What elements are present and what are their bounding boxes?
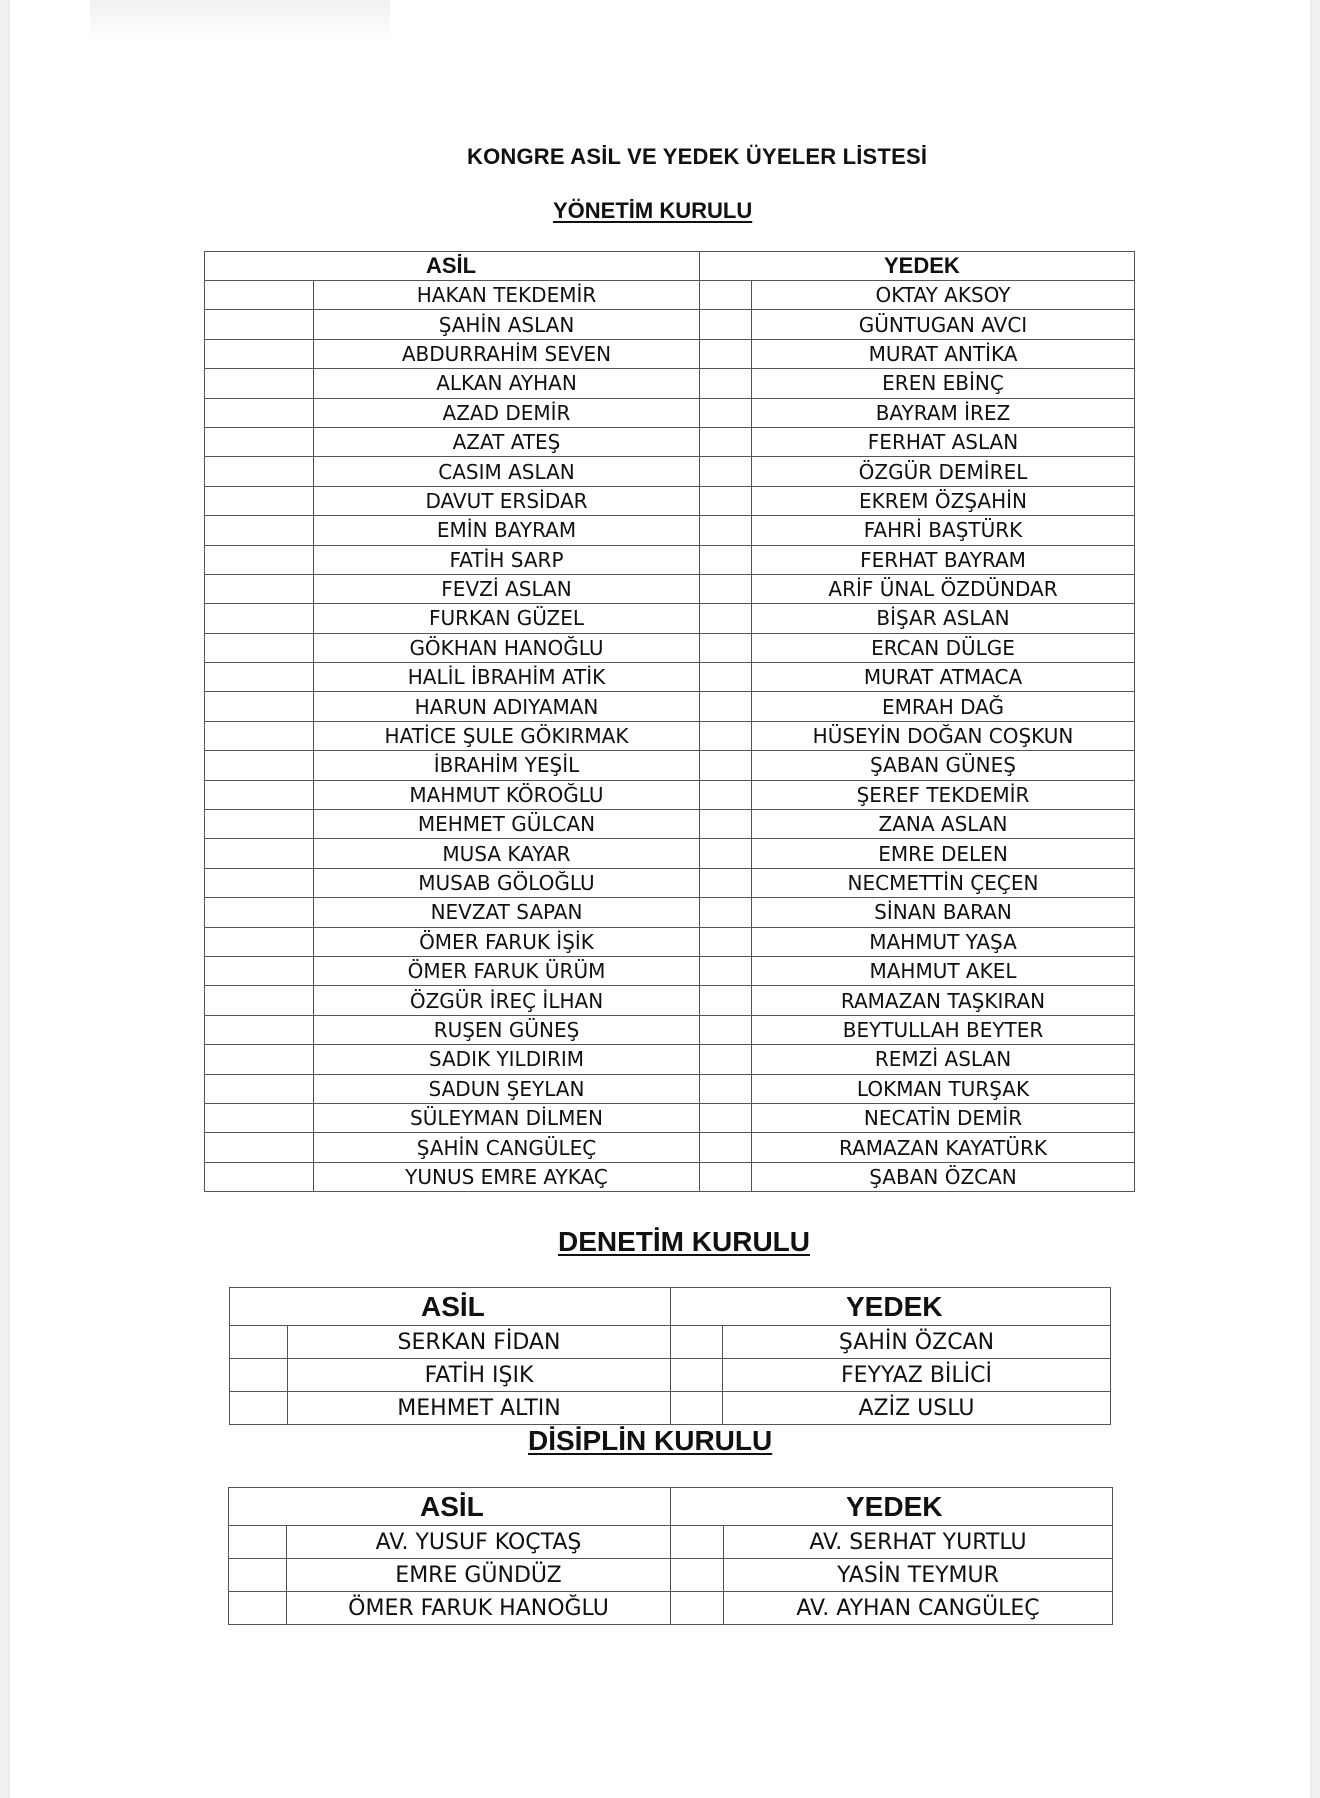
- asil-number-cell: [229, 1526, 287, 1559]
- asil-member-name: EMRE GÜNDÜZ: [287, 1559, 671, 1592]
- disiplin-kurulu-heading: DİSİPLİN KURULU: [528, 1425, 773, 1456]
- table-row: [205, 457, 1135, 486]
- yedek-member-name: SİNAN BARAN: [752, 898, 1135, 927]
- yedek-number-cell: [700, 810, 752, 839]
- asil-number-cell: [205, 339, 314, 368]
- yedek-member-name: NECMETTİN ÇEÇEN: [752, 868, 1135, 897]
- denetim-kurulu-table-body: [230, 1288, 1111, 1425]
- asil-member-name: RUŞEN GÜNEŞ: [314, 1015, 700, 1044]
- asil-member-name: AZAT ATEŞ: [314, 427, 700, 456]
- table-row: [205, 339, 1135, 368]
- yedek-member-name: ARİF ÜNAL ÖZDÜNDAR: [752, 574, 1135, 603]
- table-header-row: [205, 252, 1135, 281]
- asil-number-cell: [205, 1045, 314, 1074]
- yedek-number-cell: [671, 1359, 723, 1392]
- asil-member-name: İBRAHİM YEŞİL: [314, 751, 700, 780]
- asil-number-cell: [205, 810, 314, 839]
- table-row: [205, 810, 1135, 839]
- yedek-member-name: REMZİ ASLAN: [752, 1045, 1135, 1074]
- yedek-member-name: ŞAHİN ÖZCAN: [723, 1326, 1111, 1359]
- yedek-member-name: MAHMUT YAŞA: [752, 927, 1135, 956]
- table-row: [230, 1359, 1111, 1392]
- asil-number-cell: [205, 721, 314, 750]
- table-row: [205, 986, 1135, 1015]
- yedek-number-cell: [700, 839, 752, 868]
- yedek-number-cell: [700, 1015, 752, 1044]
- yedek-number-cell: [700, 339, 752, 368]
- yedek-member-name: FERHAT ASLAN: [752, 427, 1135, 456]
- asil-member-name: ŞAHİN CANGÜLEÇ: [314, 1133, 700, 1162]
- document-page: [10, 0, 1310, 1798]
- table-row: [230, 1326, 1111, 1359]
- yedek-number-cell: [700, 1162, 752, 1191]
- yedek-member-name: AZİZ USLU: [723, 1392, 1111, 1425]
- table-row: [205, 486, 1135, 515]
- yedek-member-name: ERCAN DÜLGE: [752, 633, 1135, 662]
- asil-number-cell: [205, 545, 314, 574]
- asil-number-cell: [205, 1074, 314, 1103]
- table-header-row: [230, 1288, 1111, 1326]
- asil-number-cell: [205, 692, 314, 721]
- table-row: [205, 956, 1135, 985]
- yedek-column-header: YEDEK: [700, 252, 1135, 281]
- yedek-number-cell: [700, 457, 752, 486]
- denetim-kurulu-table: [229, 1287, 1111, 1425]
- asil-member-name: NEVZAT SAPAN: [314, 898, 700, 927]
- yedek-member-name: AV. SERHAT YURTLU: [724, 1526, 1113, 1559]
- yedek-number-cell: [700, 633, 752, 662]
- yedek-member-name: HÜSEYİN DOĞAN COŞKUN: [752, 721, 1135, 750]
- asil-member-name: HAKAN TEKDEMİR: [314, 281, 700, 310]
- table-row: [205, 927, 1135, 956]
- asil-number-cell: [230, 1392, 288, 1425]
- asil-number-cell: [205, 780, 314, 809]
- asil-member-name: MUSA KAYAR: [314, 839, 700, 868]
- table-row: [205, 398, 1135, 427]
- yedek-number-cell: [700, 310, 752, 339]
- yedek-member-name: MURAT ATMACA: [752, 663, 1135, 692]
- asil-number-cell: [230, 1326, 288, 1359]
- asil-column-header: ASİL: [229, 1488, 671, 1526]
- asil-number-cell: [205, 956, 314, 985]
- asil-member-name: MUSAB GÖLOĞLU: [314, 868, 700, 897]
- asil-number-cell: [205, 898, 314, 927]
- table-row: [205, 310, 1135, 339]
- asil-number-cell: [230, 1359, 288, 1392]
- table-row: [229, 1526, 1113, 1559]
- asil-number-cell: [205, 1103, 314, 1132]
- table-row: [205, 751, 1135, 780]
- asil-number-cell: [205, 310, 314, 339]
- asil-number-cell: [205, 369, 314, 398]
- asil-member-name: MEHMET ALTIN: [288, 1392, 671, 1425]
- asil-member-name: HALİL İBRAHİM ATİK: [314, 663, 700, 692]
- table-header-row: [229, 1488, 1113, 1526]
- asil-member-name: GÖKHAN HANOĞLU: [314, 633, 700, 662]
- asil-member-name: ÖMER FARUK ÜRÜM: [314, 956, 700, 985]
- asil-member-name: MEHMET GÜLCAN: [314, 810, 700, 839]
- asil-number-cell: [205, 281, 314, 310]
- yedek-number-cell: [700, 545, 752, 574]
- yedek-member-name: ŞEREF TEKDEMİR: [752, 780, 1135, 809]
- asil-number-cell: [205, 398, 314, 427]
- asil-member-name: ÖZGÜR İREÇ İLHAN: [314, 986, 700, 1015]
- yedek-member-name: EREN EBİNÇ: [752, 369, 1135, 398]
- asil-member-name: FATİH IŞIK: [288, 1359, 671, 1392]
- yedek-number-cell: [700, 516, 752, 545]
- asil-member-name: ALKAN AYHAN: [314, 369, 700, 398]
- yedek-number-cell: [700, 1103, 752, 1132]
- asil-member-name: SERKAN FİDAN: [288, 1326, 671, 1359]
- asil-number-cell: [205, 1133, 314, 1162]
- table-row: [205, 574, 1135, 603]
- yedek-number-cell: [700, 398, 752, 427]
- asil-member-name: FEVZİ ASLAN: [314, 574, 700, 603]
- yedek-number-cell: [700, 780, 752, 809]
- yedek-member-name: EKREM ÖZŞAHİN: [752, 486, 1135, 515]
- asil-member-name: YUNUS EMRE AYKAÇ: [314, 1162, 700, 1191]
- asil-member-name: FATİH SARP: [314, 545, 700, 574]
- yedek-member-name: BAYRAM İREZ: [752, 398, 1135, 427]
- scan-smudge: [90, 0, 390, 40]
- yedek-member-name: BEYTULLAH BEYTER: [752, 1015, 1135, 1044]
- asil-column-header: ASİL: [230, 1288, 671, 1326]
- table-row: [229, 1559, 1113, 1592]
- asil-member-name: FURKAN GÜZEL: [314, 604, 700, 633]
- asil-number-cell: [205, 986, 314, 1015]
- yedek-number-cell: [700, 1133, 752, 1162]
- asil-member-name: SÜLEYMAN DİLMEN: [314, 1103, 700, 1132]
- table-row: [205, 1074, 1135, 1103]
- yedek-member-name: FAHRİ BAŞTÜRK: [752, 516, 1135, 545]
- table-row: [205, 898, 1135, 927]
- table-row: [205, 369, 1135, 398]
- asil-number-cell: [205, 839, 314, 868]
- yedek-number-cell: [700, 663, 752, 692]
- yedek-number-cell: [700, 1045, 752, 1074]
- yedek-number-cell: [700, 898, 752, 927]
- asil-member-name: ŞAHİN ASLAN: [314, 310, 700, 339]
- yedek-member-name: NECATİN DEMİR: [752, 1103, 1135, 1132]
- asil-number-cell: [205, 663, 314, 692]
- asil-member-name: HATİCE ŞULE GÖKIRMAK: [314, 721, 700, 750]
- table-row: [205, 1133, 1135, 1162]
- table-row: [230, 1392, 1111, 1425]
- yedek-member-name: ŞABAN ÖZCAN: [752, 1162, 1135, 1191]
- yonetim-kurulu-heading: YÖNETİM KURULU: [553, 198, 753, 223]
- table-row: [205, 868, 1135, 897]
- yedek-member-name: BİŞAR ASLAN: [752, 604, 1135, 633]
- table-row: [205, 663, 1135, 692]
- yedek-member-name: FERHAT BAYRAM: [752, 545, 1135, 574]
- asil-number-cell: [205, 604, 314, 633]
- asil-member-name: SADUN ŞEYLAN: [314, 1074, 700, 1103]
- asil-member-name: AZAD DEMİR: [314, 398, 700, 427]
- yedek-number-cell: [671, 1526, 724, 1559]
- disiplin-kurulu-table-body: [229, 1488, 1113, 1625]
- asil-member-name: CASIM ASLAN: [314, 457, 700, 486]
- asil-number-cell: [205, 486, 314, 515]
- yedek-number-cell: [700, 868, 752, 897]
- asil-member-name: ABDURRAHİM SEVEN: [314, 339, 700, 368]
- yedek-number-cell: [700, 369, 752, 398]
- asil-number-cell: [205, 751, 314, 780]
- table-row: [205, 692, 1135, 721]
- yedek-number-cell: [671, 1592, 724, 1625]
- yedek-member-name: OKTAY AKSOY: [752, 281, 1135, 310]
- yedek-member-name: AV. AYHAN CANGÜLEÇ: [724, 1592, 1113, 1625]
- yedek-number-cell: [700, 427, 752, 456]
- yedek-member-name: RAMAZAN KAYATÜRK: [752, 1133, 1135, 1162]
- yedek-number-cell: [700, 956, 752, 985]
- yedek-member-name: FEYYAZ BİLİCİ: [723, 1359, 1111, 1392]
- yedek-column-header: YEDEK: [671, 1488, 1113, 1526]
- asil-member-name: HARUN ADIYAMAN: [314, 692, 700, 721]
- asil-number-cell: [205, 1015, 314, 1044]
- table-row: [205, 1015, 1135, 1044]
- yedek-member-name: ŞABAN GÜNEŞ: [752, 751, 1135, 780]
- yedek-member-name: GÜNTUGAN AVCI: [752, 310, 1135, 339]
- yedek-number-cell: [700, 486, 752, 515]
- table-row: [205, 427, 1135, 456]
- asil-column-header: ASİL: [205, 252, 700, 281]
- asil-number-cell: [205, 1162, 314, 1191]
- yedek-number-cell: [671, 1326, 723, 1359]
- yedek-column-header: YEDEK: [671, 1288, 1111, 1326]
- yedek-member-name: RAMAZAN TAŞKIRAN: [752, 986, 1135, 1015]
- asil-number-cell: [229, 1592, 287, 1625]
- table-row: [205, 604, 1135, 633]
- asil-number-cell: [205, 574, 314, 603]
- asil-member-name: DAVUT ERSİDAR: [314, 486, 700, 515]
- table-row: [205, 516, 1135, 545]
- yedek-number-cell: [700, 604, 752, 633]
- asil-member-name: AV. YUSUF KOÇTAŞ: [287, 1526, 671, 1559]
- yedek-member-name: YASİN TEYMUR: [724, 1559, 1113, 1592]
- yedek-number-cell: [700, 1074, 752, 1103]
- asil-member-name: ÖMER FARUK İŞİK: [314, 927, 700, 956]
- asil-number-cell: [205, 457, 314, 486]
- yedek-member-name: LOKMAN TURŞAK: [752, 1074, 1135, 1103]
- yedek-number-cell: [700, 751, 752, 780]
- table-row: [205, 281, 1135, 310]
- asil-number-cell: [205, 516, 314, 545]
- yonetim-kurulu-table: [204, 251, 1135, 1192]
- yedek-member-name: MAHMUT AKEL: [752, 956, 1135, 985]
- asil-member-name: SADIK YILDIRIM: [314, 1045, 700, 1074]
- yedek-number-cell: [700, 986, 752, 1015]
- yedek-number-cell: [700, 692, 752, 721]
- table-row: [205, 545, 1135, 574]
- table-row: [205, 1162, 1135, 1191]
- table-row: [205, 721, 1135, 750]
- table-row: [205, 1045, 1135, 1074]
- yedek-member-name: EMRE DELEN: [752, 839, 1135, 868]
- table-row: [205, 780, 1135, 809]
- yedek-number-cell: [700, 927, 752, 956]
- yedek-number-cell: [700, 574, 752, 603]
- yedek-member-name: MURAT ANTİKA: [752, 339, 1135, 368]
- yedek-number-cell: [671, 1559, 724, 1592]
- asil-number-cell: [205, 868, 314, 897]
- asil-member-name: EMİN BAYRAM: [314, 516, 700, 545]
- document-title: KONGRE ASİL VE YEDEK ÜYELER LİSTESİ: [467, 144, 928, 169]
- asil-number-cell: [205, 427, 314, 456]
- table-row: [205, 1103, 1135, 1132]
- disiplin-kurulu-table: [228, 1487, 1113, 1625]
- yedek-member-name: EMRAH DAĞ: [752, 692, 1135, 721]
- asil-member-name: ÖMER FARUK HANOĞLU: [287, 1592, 671, 1625]
- yedek-number-cell: [700, 721, 752, 750]
- yedek-member-name: ÖZGÜR DEMİREL: [752, 457, 1135, 486]
- table-row: [205, 633, 1135, 662]
- table-row: [205, 839, 1135, 868]
- asil-number-cell: [205, 633, 314, 662]
- denetim-kurulu-heading: DENETİM KURULU: [558, 1226, 810, 1257]
- asil-number-cell: [229, 1559, 287, 1592]
- asil-number-cell: [205, 927, 314, 956]
- yedek-number-cell: [700, 281, 752, 310]
- asil-member-name: MAHMUT KÖROĞLU: [314, 780, 700, 809]
- yedek-number-cell: [671, 1392, 723, 1425]
- table-row: [229, 1592, 1113, 1625]
- yedek-member-name: ZANA ASLAN: [752, 810, 1135, 839]
- yonetim-kurulu-table-body: [205, 252, 1135, 1192]
